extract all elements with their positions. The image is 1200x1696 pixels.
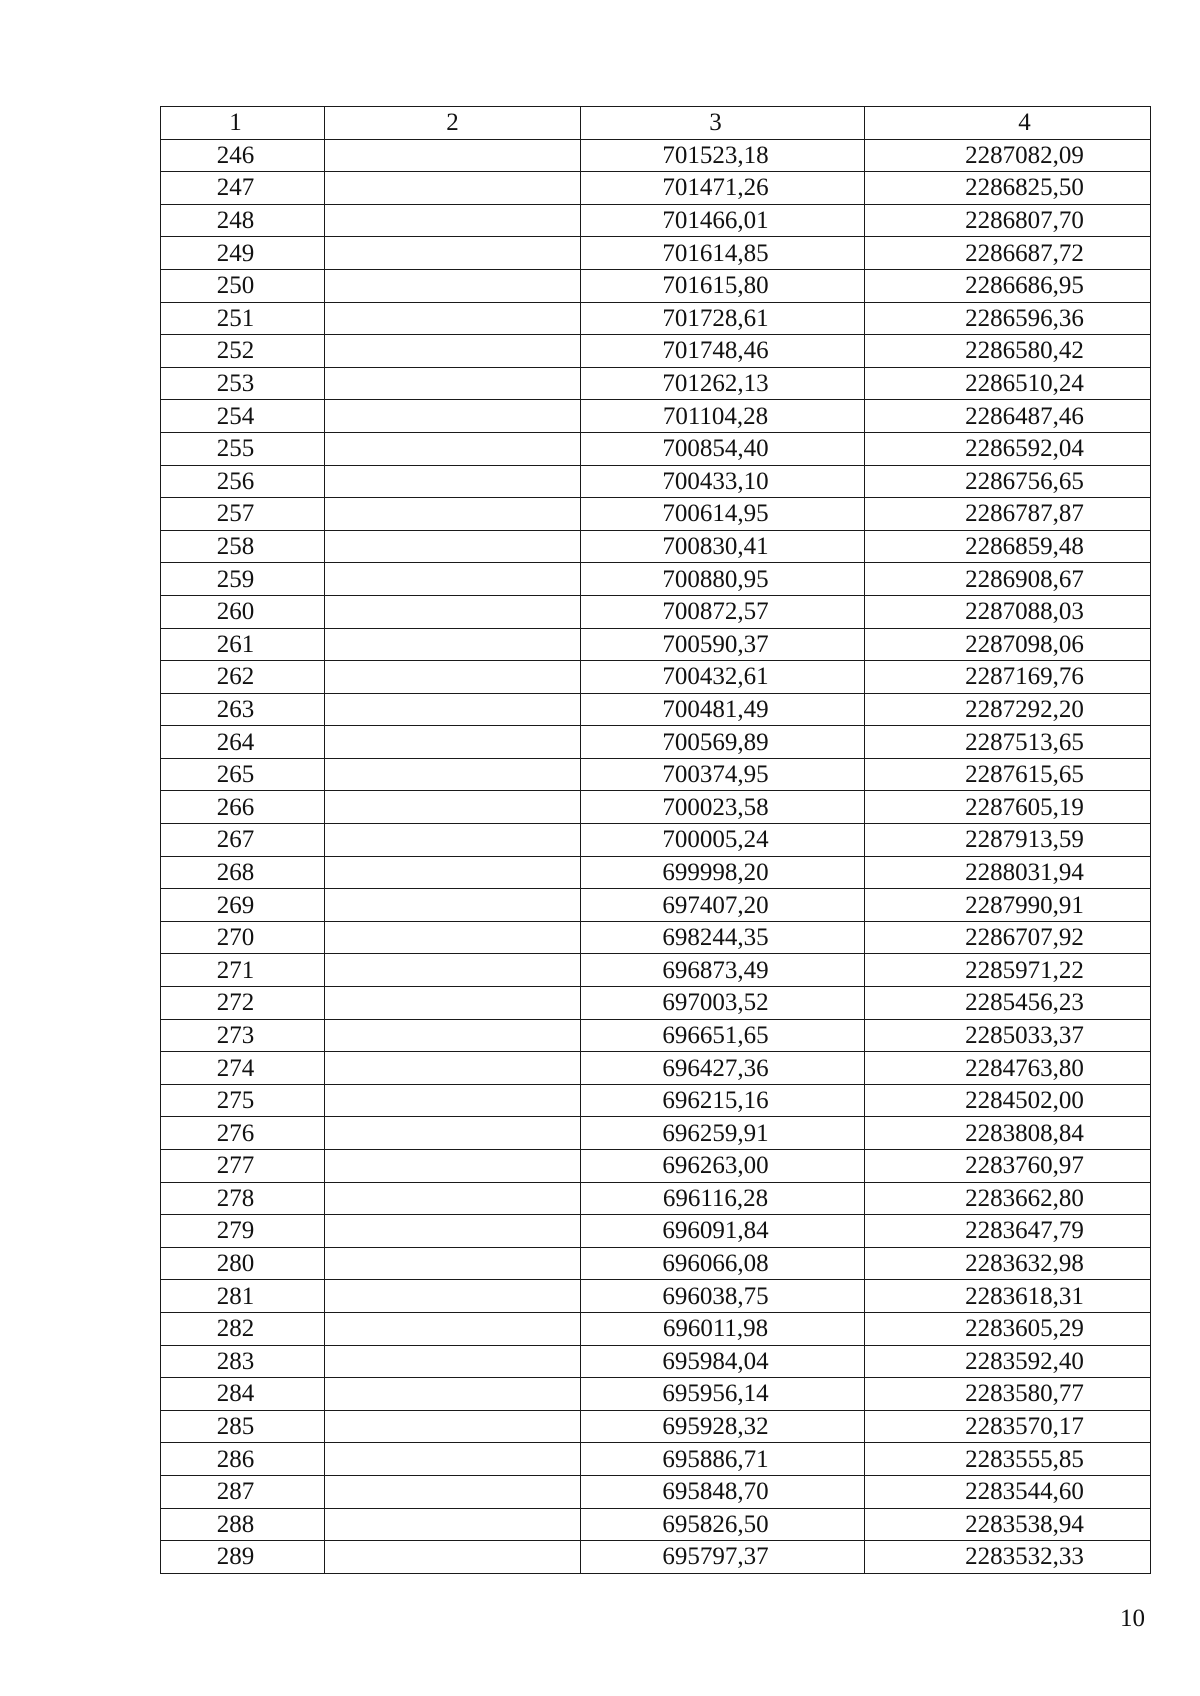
cell-coordinate-y: 2283555,85 <box>865 1443 1151 1476</box>
cell-empty <box>325 1541 581 1574</box>
cell-empty <box>325 595 581 628</box>
cell-coordinate-y: 2284502,00 <box>865 1084 1151 1117</box>
cell-coordinate-y: 2287913,59 <box>865 824 1151 857</box>
table-row <box>161 204 1151 237</box>
cell-coordinate-x: 700374,95 <box>581 758 865 791</box>
table-row <box>161 1019 1151 1052</box>
table-row <box>161 758 1151 791</box>
cell-point-number: 265 <box>161 758 325 791</box>
cell-coordinate-x: 695984,04 <box>581 1345 865 1378</box>
cell-point-number: 275 <box>161 1084 325 1117</box>
cell-point-number: 273 <box>161 1019 325 1052</box>
cell-coordinate-y: 2283592,40 <box>865 1345 1151 1378</box>
cell-empty <box>325 758 581 791</box>
cell-coordinate-x: 700880,95 <box>581 563 865 596</box>
cell-coordinate-x: 701615,80 <box>581 269 865 302</box>
cell-coordinate-y: 2287082,09 <box>865 139 1151 172</box>
table-row <box>161 921 1151 954</box>
cell-point-number: 247 <box>161 172 325 205</box>
cell-point-number: 246 <box>161 139 325 172</box>
table-row <box>161 726 1151 759</box>
cell-point-number: 271 <box>161 954 325 987</box>
cell-coordinate-y: 2283570,17 <box>865 1410 1151 1443</box>
cell-empty <box>325 400 581 433</box>
cell-coordinate-x: 700830,41 <box>581 530 865 563</box>
cell-empty <box>325 1443 581 1476</box>
cell-empty <box>325 563 581 596</box>
cell-empty <box>325 530 581 563</box>
cell-point-number: 263 <box>161 693 325 726</box>
coordinates-sheet <box>160 106 1150 1574</box>
cell-coordinate-x: 697407,20 <box>581 889 865 922</box>
cell-coordinate-x: 701748,46 <box>581 335 865 368</box>
cell-empty <box>325 237 581 270</box>
cell-coordinate-x: 701104,28 <box>581 400 865 433</box>
cell-coordinate-x: 699998,20 <box>581 856 865 889</box>
table-row <box>161 1312 1151 1345</box>
cell-point-number: 251 <box>161 302 325 335</box>
cell-empty <box>325 954 581 987</box>
cell-empty <box>325 1052 581 1085</box>
cell-point-number: 267 <box>161 824 325 857</box>
cell-coordinate-x: 696091,84 <box>581 1215 865 1248</box>
cell-coordinate-y: 2286825,50 <box>865 172 1151 205</box>
cell-coordinate-x: 700005,24 <box>581 824 865 857</box>
table-row <box>161 269 1151 302</box>
cell-coordinate-x: 695848,70 <box>581 1475 865 1508</box>
cell-point-number: 268 <box>161 856 325 889</box>
cell-coordinate-x: 700614,95 <box>581 498 865 531</box>
cell-coordinate-x: 700432,61 <box>581 661 865 694</box>
table-row <box>161 1247 1151 1280</box>
table-row <box>161 302 1151 335</box>
cell-coordinate-x: 696651,65 <box>581 1019 865 1052</box>
table-row <box>161 824 1151 857</box>
table-row <box>161 889 1151 922</box>
cell-point-number: 277 <box>161 1150 325 1183</box>
cell-empty <box>325 1280 581 1313</box>
table-row <box>161 1508 1151 1541</box>
cell-coordinate-y: 2283538,94 <box>865 1508 1151 1541</box>
cell-coordinate-x: 701466,01 <box>581 204 865 237</box>
cell-empty <box>325 726 581 759</box>
header-col-4: 4 <box>865 107 1151 140</box>
cell-coordinate-y: 2283647,79 <box>865 1215 1151 1248</box>
cell-coordinate-x: 696066,08 <box>581 1247 865 1280</box>
cell-point-number: 288 <box>161 1508 325 1541</box>
cell-empty <box>325 1508 581 1541</box>
cell-point-number: 257 <box>161 498 325 531</box>
cell-coordinate-x: 696259,91 <box>581 1117 865 1150</box>
cell-point-number: 286 <box>161 1443 325 1476</box>
cell-point-number: 262 <box>161 661 325 694</box>
table-body <box>161 139 1151 1573</box>
cell-coordinate-x: 700023,58 <box>581 791 865 824</box>
cell-coordinate-x: 695956,14 <box>581 1378 865 1411</box>
header-col-2: 2 <box>325 107 581 140</box>
cell-coordinate-y: 2286908,67 <box>865 563 1151 596</box>
cell-point-number: 252 <box>161 335 325 368</box>
cell-empty <box>325 432 581 465</box>
cell-coordinate-y: 2286510,24 <box>865 367 1151 400</box>
cell-empty <box>325 1312 581 1345</box>
cell-coordinate-y: 2286487,46 <box>865 400 1151 433</box>
cell-empty <box>325 1117 581 1150</box>
cell-coordinate-y: 2283808,84 <box>865 1117 1151 1150</box>
cell-coordinate-x: 701262,13 <box>581 367 865 400</box>
table-row <box>161 595 1151 628</box>
cell-coordinate-x: 696263,00 <box>581 1150 865 1183</box>
table-row <box>161 465 1151 498</box>
cell-point-number: 287 <box>161 1475 325 1508</box>
cell-empty <box>325 791 581 824</box>
table-row <box>161 1182 1151 1215</box>
table-row <box>161 1443 1151 1476</box>
cell-coordinate-y: 2284763,80 <box>865 1052 1151 1085</box>
cell-empty <box>325 465 581 498</box>
cell-point-number: 279 <box>161 1215 325 1248</box>
cell-coordinate-x: 697003,52 <box>581 987 865 1020</box>
cell-coordinate-x: 696116,28 <box>581 1182 865 1215</box>
table-row <box>161 1345 1151 1378</box>
cell-empty <box>325 269 581 302</box>
header-col-1: 1 <box>161 107 325 140</box>
cell-point-number: 260 <box>161 595 325 628</box>
cell-empty <box>325 302 581 335</box>
table-row <box>161 628 1151 661</box>
cell-empty <box>325 1378 581 1411</box>
cell-coordinate-y: 2283632,98 <box>865 1247 1151 1280</box>
table-row <box>161 791 1151 824</box>
cell-point-number: 259 <box>161 563 325 596</box>
cell-coordinate-x: 696038,75 <box>581 1280 865 1313</box>
cell-empty <box>325 204 581 237</box>
cell-coordinate-y: 2283605,29 <box>865 1312 1151 1345</box>
cell-coordinate-x: 695928,32 <box>581 1410 865 1443</box>
cell-point-number: 281 <box>161 1280 325 1313</box>
cell-coordinate-y: 2286596,36 <box>865 302 1151 335</box>
table-row <box>161 498 1151 531</box>
cell-point-number: 284 <box>161 1378 325 1411</box>
page-number: 10 <box>1120 1605 1145 1632</box>
cell-empty <box>325 172 581 205</box>
cell-empty <box>325 1084 581 1117</box>
cell-coordinate-y: 2283760,97 <box>865 1150 1151 1183</box>
cell-coordinate-y: 2287292,20 <box>865 693 1151 726</box>
cell-coordinate-x: 700433,10 <box>581 465 865 498</box>
cell-point-number: 250 <box>161 269 325 302</box>
cell-coordinate-y: 2286580,42 <box>865 335 1151 368</box>
cell-point-number: 266 <box>161 791 325 824</box>
table-row <box>161 693 1151 726</box>
cell-coordinate-y: 2287990,91 <box>865 889 1151 922</box>
cell-coordinate-x: 696873,49 <box>581 954 865 987</box>
table-row <box>161 335 1151 368</box>
cell-coordinate-y: 2286859,48 <box>865 530 1151 563</box>
table-row <box>161 1117 1151 1150</box>
cell-point-number: 280 <box>161 1247 325 1280</box>
cell-coordinate-y: 2287098,06 <box>865 628 1151 661</box>
cell-coordinate-y: 2286707,92 <box>865 921 1151 954</box>
cell-empty <box>325 1247 581 1280</box>
cell-empty <box>325 856 581 889</box>
cell-coordinate-y: 2286807,70 <box>865 204 1151 237</box>
cell-coordinate-y: 2286686,95 <box>865 269 1151 302</box>
cell-empty <box>325 1345 581 1378</box>
cell-point-number: 289 <box>161 1541 325 1574</box>
cell-coordinate-y: 2287169,76 <box>865 661 1151 694</box>
cell-coordinate-y: 2285971,22 <box>865 954 1151 987</box>
cell-empty <box>325 889 581 922</box>
cell-empty <box>325 693 581 726</box>
table-row <box>161 237 1151 270</box>
cell-coordinate-y: 2287088,03 <box>865 595 1151 628</box>
cell-coordinate-y: 2283662,80 <box>865 1182 1151 1215</box>
cell-coordinate-x: 700590,37 <box>581 628 865 661</box>
cell-coordinate-y: 2283618,31 <box>865 1280 1151 1313</box>
cell-point-number: 278 <box>161 1182 325 1215</box>
cell-empty <box>325 367 581 400</box>
cell-coordinate-x: 701728,61 <box>581 302 865 335</box>
table-row <box>161 1052 1151 1085</box>
cell-coordinate-y: 2286787,87 <box>865 498 1151 531</box>
cell-coordinate-x: 696427,36 <box>581 1052 865 1085</box>
cell-point-number: 270 <box>161 921 325 954</box>
cell-empty <box>325 1150 581 1183</box>
table-row <box>161 1084 1151 1117</box>
cell-empty <box>325 1475 581 1508</box>
cell-point-number: 249 <box>161 237 325 270</box>
table-row <box>161 1150 1151 1183</box>
cell-coordinate-x: 701523,18 <box>581 139 865 172</box>
cell-coordinate-x: 695826,50 <box>581 1508 865 1541</box>
table-row <box>161 400 1151 433</box>
cell-point-number: 282 <box>161 1312 325 1345</box>
cell-coordinate-y: 2285456,23 <box>865 987 1151 1020</box>
cell-empty <box>325 1215 581 1248</box>
cell-coordinate-y: 2285033,37 <box>865 1019 1151 1052</box>
cell-coordinate-x: 695886,71 <box>581 1443 865 1476</box>
cell-empty <box>325 628 581 661</box>
cell-coordinate-x: 696011,98 <box>581 1312 865 1345</box>
cell-point-number: 256 <box>161 465 325 498</box>
header-col-3: 3 <box>581 107 865 140</box>
cell-point-number: 253 <box>161 367 325 400</box>
coordinates-table <box>160 106 1151 1574</box>
cell-point-number: 285 <box>161 1410 325 1443</box>
cell-empty <box>325 824 581 857</box>
cell-coordinate-y: 2287605,19 <box>865 791 1151 824</box>
table-row <box>161 432 1151 465</box>
cell-point-number: 269 <box>161 889 325 922</box>
header-row <box>161 107 1151 140</box>
cell-coordinate-x: 700481,49 <box>581 693 865 726</box>
cell-coordinate-y: 2286756,65 <box>865 465 1151 498</box>
cell-point-number: 261 <box>161 628 325 661</box>
cell-coordinate-y: 2283532,33 <box>865 1541 1151 1574</box>
table-row <box>161 987 1151 1020</box>
cell-point-number: 274 <box>161 1052 325 1085</box>
cell-point-number: 283 <box>161 1345 325 1378</box>
cell-point-number: 258 <box>161 530 325 563</box>
table-row <box>161 530 1151 563</box>
cell-point-number: 276 <box>161 1117 325 1150</box>
cell-empty <box>325 921 581 954</box>
cell-coordinate-x: 696215,16 <box>581 1084 865 1117</box>
table-row <box>161 563 1151 596</box>
cell-coordinate-x: 700569,89 <box>581 726 865 759</box>
cell-coordinate-y: 2287513,65 <box>865 726 1151 759</box>
table-row <box>161 139 1151 172</box>
cell-coordinate-y: 2287615,65 <box>865 758 1151 791</box>
table-row <box>161 1280 1151 1313</box>
table-row <box>161 856 1151 889</box>
cell-empty <box>325 987 581 1020</box>
cell-point-number: 272 <box>161 987 325 1020</box>
table-row <box>161 1541 1151 1574</box>
table-row <box>161 954 1151 987</box>
cell-point-number: 248 <box>161 204 325 237</box>
cell-empty <box>325 1019 581 1052</box>
cell-coordinate-x: 695797,37 <box>581 1541 865 1574</box>
table-row <box>161 1378 1151 1411</box>
cell-coordinate-x: 701614,85 <box>581 237 865 270</box>
cell-coordinate-y: 2288031,94 <box>865 856 1151 889</box>
cell-empty <box>325 139 581 172</box>
cell-empty <box>325 1410 581 1443</box>
cell-point-number: 255 <box>161 432 325 465</box>
cell-empty <box>325 498 581 531</box>
cell-empty <box>325 1182 581 1215</box>
cell-coordinate-x: 701471,26 <box>581 172 865 205</box>
cell-coordinate-y: 2283544,60 <box>865 1475 1151 1508</box>
table-row <box>161 1410 1151 1443</box>
table-row <box>161 367 1151 400</box>
cell-point-number: 254 <box>161 400 325 433</box>
cell-coordinate-x: 700854,40 <box>581 432 865 465</box>
table-row <box>161 172 1151 205</box>
cell-point-number: 264 <box>161 726 325 759</box>
cell-coordinate-y: 2286687,72 <box>865 237 1151 270</box>
table-row <box>161 661 1151 694</box>
cell-empty <box>325 661 581 694</box>
cell-coordinate-x: 698244,35 <box>581 921 865 954</box>
cell-coordinate-x: 700872,57 <box>581 595 865 628</box>
table-row <box>161 1475 1151 1508</box>
cell-coordinate-y: 2286592,04 <box>865 432 1151 465</box>
cell-empty <box>325 335 581 368</box>
cell-coordinate-y: 2283580,77 <box>865 1378 1151 1411</box>
table-row <box>161 1215 1151 1248</box>
